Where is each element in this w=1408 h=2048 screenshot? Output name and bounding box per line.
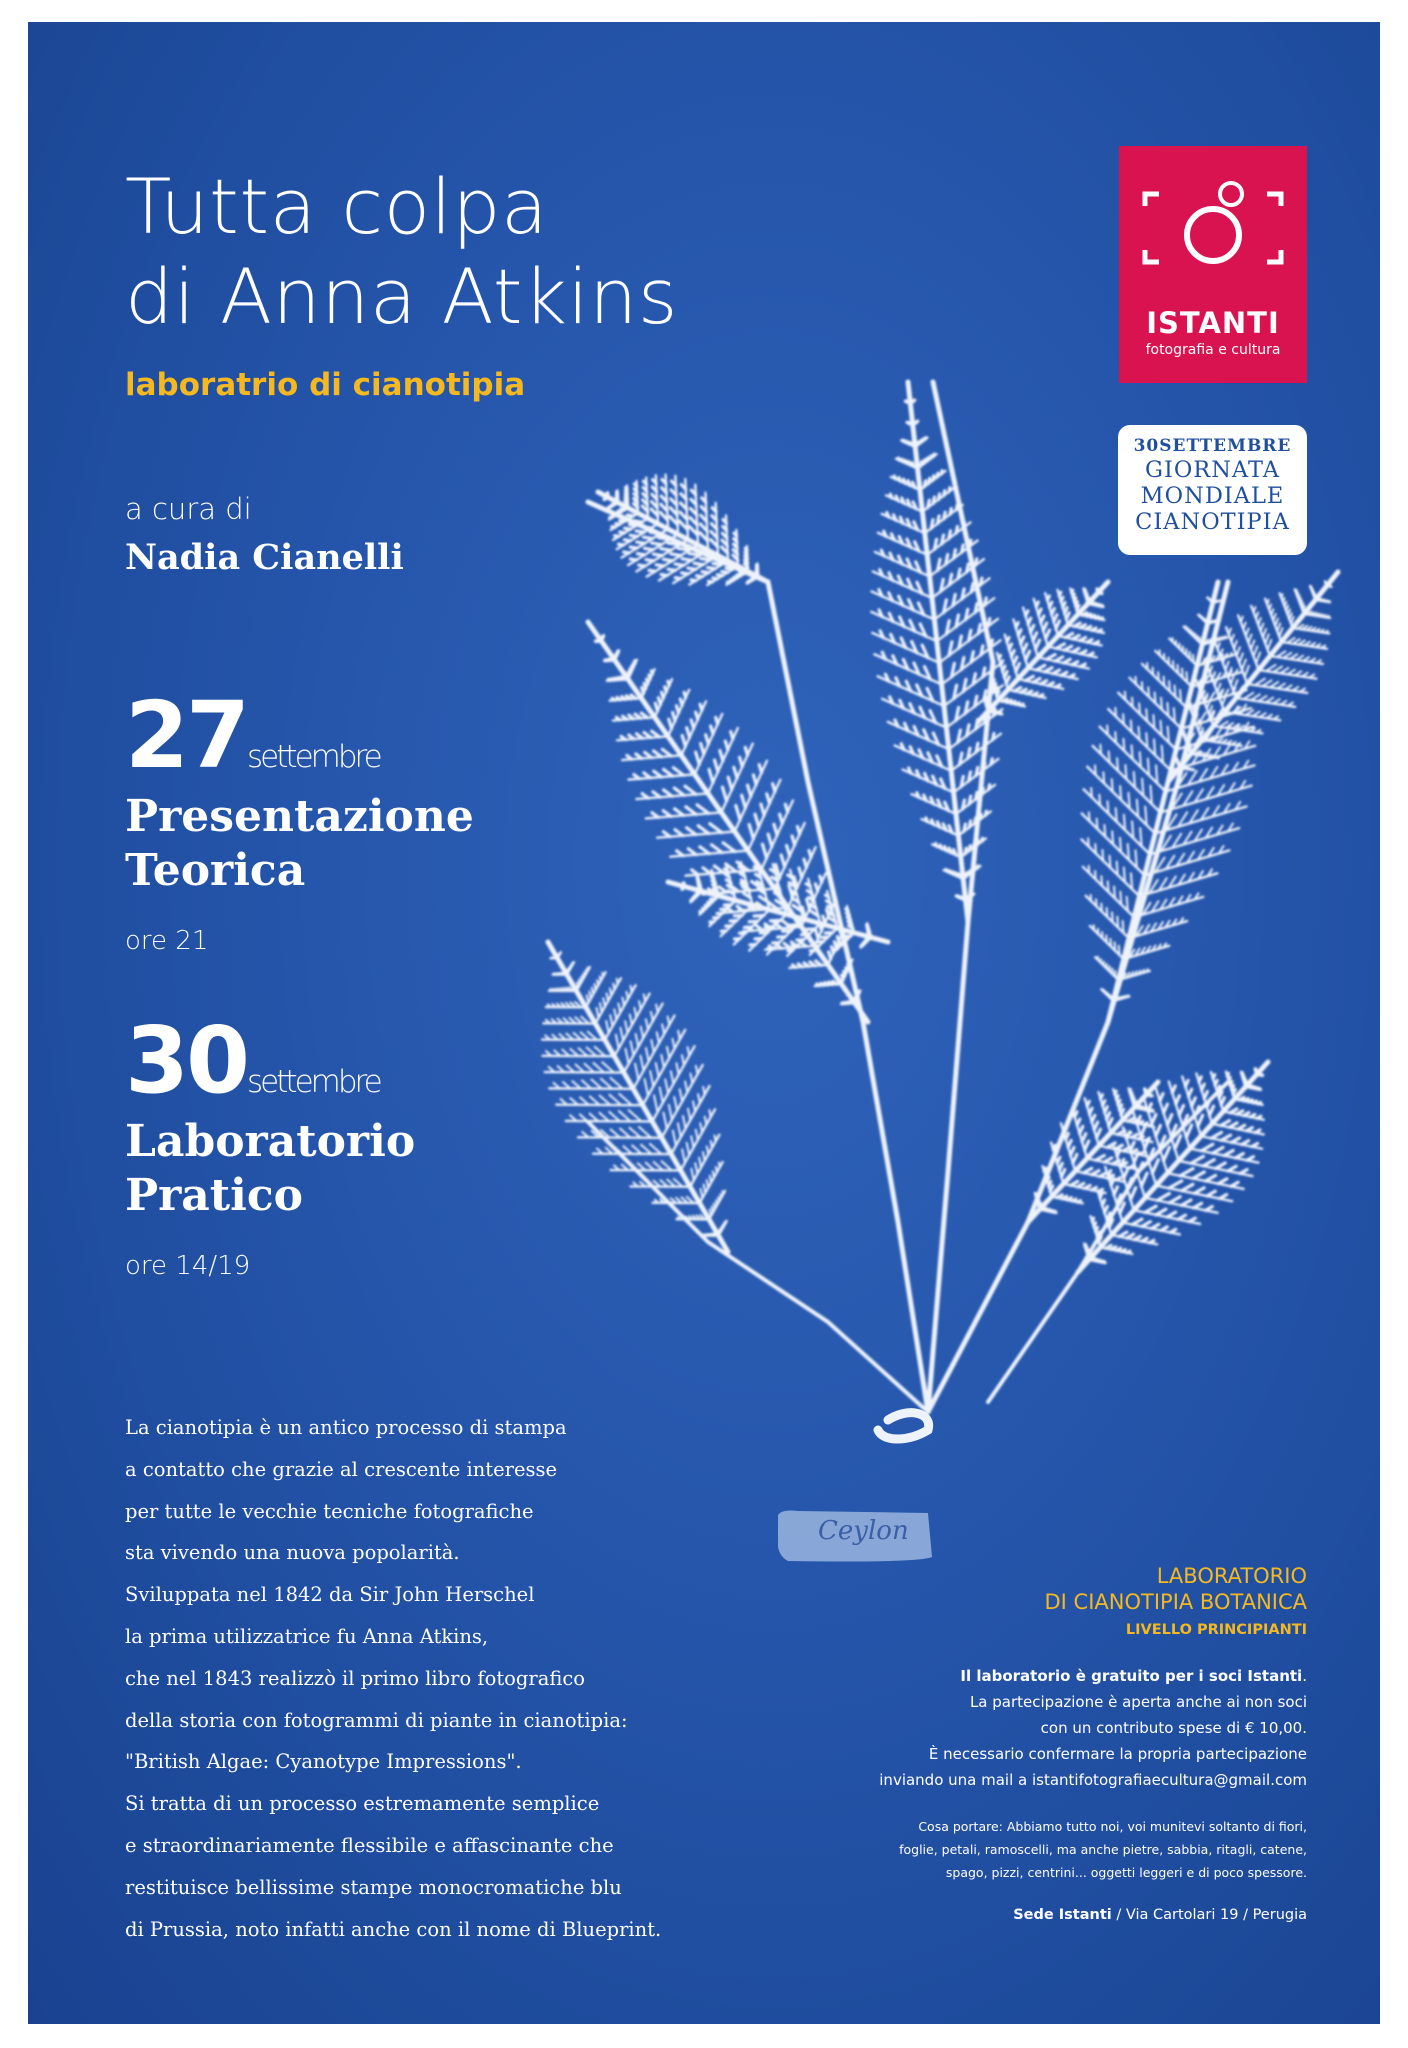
bring-line: foglie, petali, ramoscelli, ma anche pietre, sabbia, ritagli, catene, — [899, 1842, 1307, 1857]
specimen-label: Ceylon — [818, 1516, 909, 1546]
event-2-time: ore 14/19 — [125, 1251, 251, 1281]
title-line-2: di Anna Atkins — [125, 252, 678, 341]
title-line-1: Tutta colpa — [125, 162, 549, 251]
description-line: La cianotipia è un antico processo di stampa — [125, 1416, 567, 1439]
description-line: la prima utilizzatrice fu Anna Atkins, — [125, 1624, 489, 1648]
world-cyanotype-day-badge — [1118, 425, 1307, 555]
description-line: "British Algae: Cyanotype Impressions". — [125, 1750, 522, 1774]
event-2-day: 30 — [125, 1007, 248, 1114]
venue: Sede Istanti / Via Cartolari 19 / Perugia — [1013, 1907, 1307, 1923]
bring-line: spago, pizzi, centrini... oggetti leggeri e di poco spessore. — [945, 1865, 1307, 1880]
description-line: sta vivendo una nuova popolarità. — [125, 1541, 460, 1565]
bring-line: Cosa portare: Abbiamo tutto noi, voi munitevi soltanto di fiori, — [918, 1819, 1307, 1834]
workshop-free-text: Il laboratorio è gratuito per i soci Istanti — [960, 1667, 1303, 1685]
camera-frame-icon — [1119, 146, 1307, 306]
description-line: Si tratta di un processo estremamente semplice — [125, 1792, 600, 1816]
workshop-info-line: La partecipazione è aperta anche ai non soci — [969, 1693, 1307, 1711]
workshop-level: LIVELLO PRINCIPIANTI — [1125, 1622, 1307, 1638]
curator-label: a cura di — [125, 492, 252, 526]
description-line: di Prussia, noto infatti anche con il nome di Blueprint. — [125, 1917, 662, 1941]
venue-city: Perugia — [1252, 1907, 1307, 1923]
event-1-title-line-1: Presentazione — [125, 791, 474, 842]
description-line: restituisce bellissime stampe monocromatiche blu — [125, 1875, 622, 1899]
workshop-title-line-1: LABORATORIO — [1156, 1564, 1307, 1588]
logo-tagline: fotografia e cultura — [1145, 342, 1281, 358]
description-line: che nel 1843 realizzò il primo libro fotografico — [125, 1666, 586, 1690]
badge-line: GIORNATA — [1145, 457, 1280, 483]
workshop-info-line: con un contributo spese di € 10,00. — [1040, 1719, 1307, 1737]
badge-date: 30SETTEMBRE — [1133, 436, 1292, 456]
event-1-title-line-2: Teorica — [125, 845, 306, 896]
badge-line: CIANOTIPIA — [1135, 509, 1290, 535]
event-1-date — [125, 682, 380, 789]
workshop-contact-line: inviando una mail a istantifotografiaecultura@gmail.com — [879, 1771, 1307, 1789]
curator-name: Nadia Cianelli — [125, 537, 404, 578]
description-line: a contatto che grazie al crescente interesse — [125, 1457, 558, 1481]
description-line: e straordinariamente flessibile e affascinante che — [125, 1833, 614, 1857]
istanti-logo — [1119, 146, 1307, 383]
workshop-info-line: È necessario confermare la propria partecipazione — [928, 1745, 1307, 1763]
workshop-free-note: Il laboratorio è gratuito per i soci Istanti. — [960, 1667, 1307, 1685]
event-1-month: settembre — [247, 739, 380, 775]
workshop-title-line-2: DI CIANOTIPIA BOTANICA — [1044, 1590, 1307, 1614]
badge-line: MONDIALE — [1140, 483, 1285, 509]
event-1-time: ore 21 — [125, 926, 209, 956]
description-line: per tutte le vecchie tecniche fotografiche — [125, 1499, 534, 1523]
venue-name: Sede Istanti — [1013, 1907, 1112, 1923]
venue-street: Via Cartolari 19 — [1125, 1907, 1239, 1923]
description-line: Sviluppata nel 1842 da Sir John Herschel — [125, 1583, 535, 1607]
poster — [28, 22, 1380, 2024]
event-2-title-line-2: Pratico — [125, 1170, 303, 1221]
event-1-day: 27 — [125, 682, 248, 789]
event-2-title-line-1: Laboratorio — [125, 1116, 416, 1167]
logo-name: ISTANTI — [1146, 306, 1280, 340]
description-line: della storia con fotogrammi di piante in cianotipia: — [125, 1708, 628, 1732]
subtitle: laboratrio di cianotipia — [125, 367, 526, 403]
event-2-date — [125, 1007, 380, 1114]
event-2-month: settembre — [247, 1064, 380, 1100]
